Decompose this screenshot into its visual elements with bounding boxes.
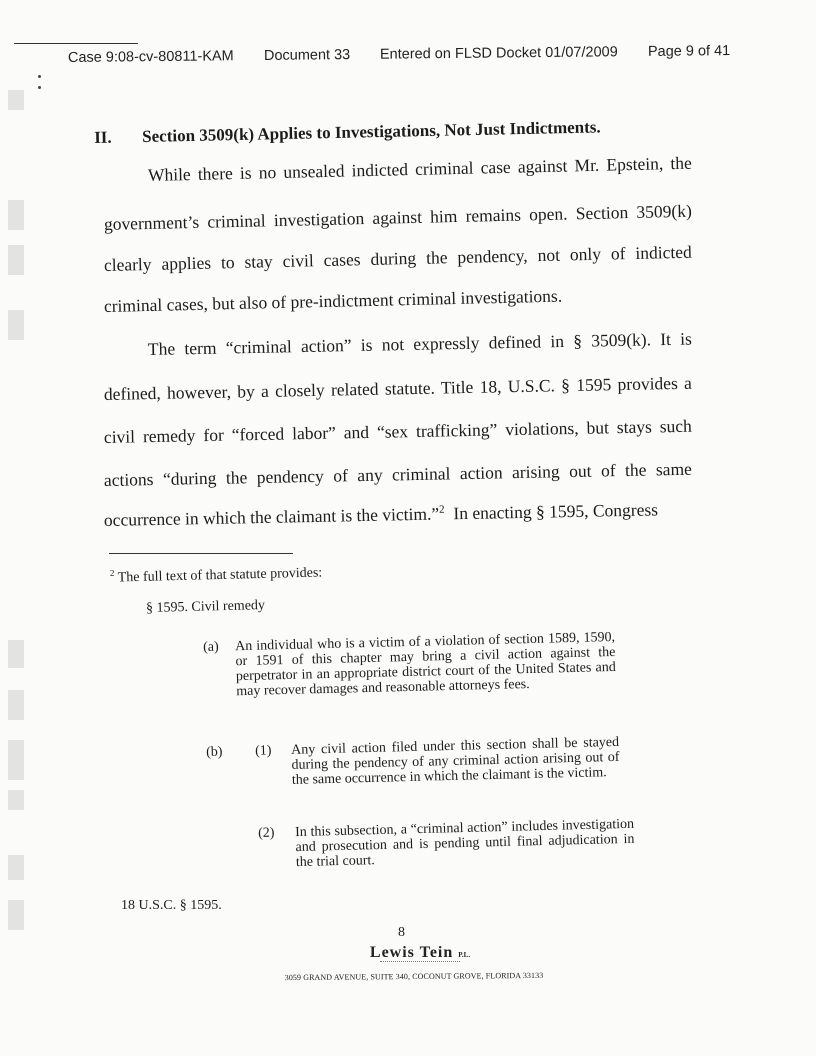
binder-shadow xyxy=(8,245,24,275)
statute-heading-text: § 1595. Civil remedy xyxy=(145,598,266,616)
footnote-intro xyxy=(110,563,323,587)
docket-header xyxy=(68,43,738,72)
statute-heading xyxy=(146,598,265,617)
statute-citation-text: 18 U.S.C. § 1595. xyxy=(121,898,222,913)
section-title: Section 3509(k) Applies to Investigations, Not Just Indictments. xyxy=(141,117,601,146)
body-text: occurrence in which the claimant is the victim.” xyxy=(103,503,440,530)
binder-shadow xyxy=(8,790,24,810)
binder-shadow xyxy=(8,690,24,720)
binder-shadow xyxy=(8,310,24,340)
logo-underline xyxy=(380,961,460,965)
scan-speck xyxy=(38,86,41,89)
body-line xyxy=(104,499,692,536)
subsection-b1-label: (1) xyxy=(254,743,272,759)
subsection-b2 xyxy=(258,817,637,874)
body-line: government’s criminal investigation against him remains open. Section 3509(k) xyxy=(103,200,693,234)
subsection-a xyxy=(203,630,617,716)
footnote-rule xyxy=(109,553,293,554)
body-line: civil remedy for “forced labor” and “sex trafficking” violations, but stays such xyxy=(103,415,693,447)
document-number: Document 33 xyxy=(263,47,351,64)
binder-shadow xyxy=(8,900,24,930)
binder-shadow xyxy=(8,90,24,110)
case-number: Case 9:08-cv-80811-KAM xyxy=(67,48,234,66)
subsection-b2-label: (2) xyxy=(258,825,275,841)
statute-citation xyxy=(121,898,222,914)
firm-suffix: P.L. xyxy=(458,951,471,959)
top-rule xyxy=(14,43,138,44)
body-line: While there is no unsealed indicted criminal case against Mr. Epstein, the xyxy=(147,152,693,185)
subsection-b2-text: In this subsection, a “criminal action” includes investigation and prosecution and is pending until final adjudication in the trial court. xyxy=(294,816,635,871)
firm-logo xyxy=(340,944,500,962)
page-count: Page 9 of 41 xyxy=(647,43,731,60)
subsection-a-label: (a) xyxy=(203,639,219,655)
binder-shadow xyxy=(8,640,24,668)
section-number: II. xyxy=(94,127,112,147)
page-number: 8 xyxy=(398,925,405,940)
subsection-b-label: (b) xyxy=(206,744,223,760)
subsection-a-text: An individual who is a victim of a violation of section 1589, 1590, or 1591 of this chapter may bring a civil action against the perpetrator in an appropriate district court of the United States and may recover damages and reasonable attorneys fees. xyxy=(234,629,616,700)
body-line: actions “during the pendency of any criminal action arising out of the same xyxy=(103,458,693,490)
footnote-reference: 2 xyxy=(438,503,445,516)
footnote-intro-text: The full text of that statute provides: xyxy=(117,565,323,586)
subsection-b1 xyxy=(206,735,620,807)
body-text: In enacting § 1595, Congress xyxy=(444,499,659,524)
firm-name: Lewis Tein xyxy=(369,944,454,961)
footnote-marker: 2 xyxy=(109,567,115,578)
binder-shadow xyxy=(8,200,24,230)
section-heading xyxy=(94,115,734,147)
subsection-b1-text: Any civil action filed under this section shall be stayed during the pendency of any criminal action arising out of the same occurrence in which the claimant is the victim. xyxy=(290,734,620,788)
body-line: clearly applies to stay civil cases during the pendency, not only of indicted xyxy=(103,241,693,275)
scan-speck xyxy=(38,75,41,78)
body-line: criminal cases, but also of pre-indictment criminal investigations. xyxy=(103,285,563,316)
firm-address: 3059 GRAND AVENUE, SUITE 340, COCONUT GROVE, FLORIDA 33133 xyxy=(284,970,544,983)
body-line: The term “criminal action” is not expressly defined in § 3509(k). It is xyxy=(147,328,693,359)
body-line: defined, however, by a closely related statute. Title 18, U.S.C. § 1595 provides a xyxy=(103,372,693,404)
binder-shadow xyxy=(8,855,24,880)
docket-entry-date: Entered on FLSD Docket 01/07/2009 xyxy=(379,44,618,63)
binder-shadow xyxy=(8,740,24,780)
